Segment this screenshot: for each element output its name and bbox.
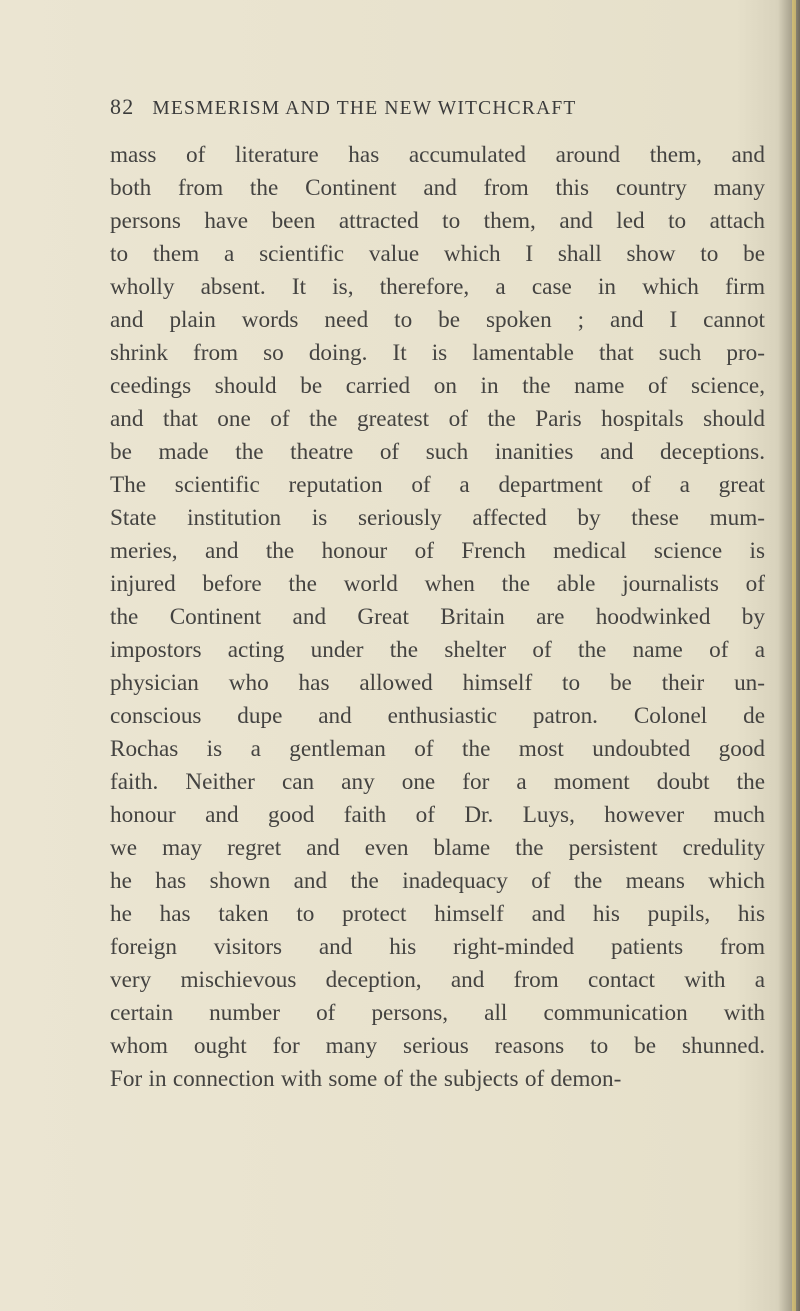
text-line: mass of literature has accumulated around them, and	[110, 142, 765, 168]
text-line: and plain words need to be spoken ; and I cannot	[110, 307, 765, 333]
text-line: we may regret and even blame the persistent credulity	[110, 835, 765, 861]
text-line: and that one of the greatest of the Paris hospitals should	[110, 406, 765, 432]
page-edge-shadow	[778, 0, 800, 1311]
text-line: honour and good faith of Dr. Luys, however much	[110, 802, 765, 828]
text-line: meries, and the honour of French medical science is	[110, 538, 765, 564]
text-line: very mischievous deception, and from contact with a	[110, 967, 765, 993]
text-line: The scientific reputation of a department of a great	[110, 472, 765, 498]
text-line: ceedings should be carried on in the name of science,	[110, 373, 765, 399]
text-line: to them a scientific value which I shall show to be	[110, 241, 765, 267]
text-line: certain number of persons, all communication with	[110, 1000, 765, 1026]
text-line: shrink from so doing. It is lamentable that such pro-	[110, 340, 765, 366]
running-head	[110, 94, 710, 124]
text-line: faith. Neither can any one for a moment doubt the	[110, 769, 765, 795]
text-line: whom ought for many serious reasons to be shunned.	[110, 1033, 765, 1059]
running-head-title: MESMERISM AND THE NEW WITCHCRAFT	[152, 98, 577, 119]
text-line: he has shown and the inadequacy of the means which	[110, 868, 765, 894]
text-line: persons have been attracted to them, and led to attach	[110, 208, 765, 234]
text-line: be made the theatre of such inanities and deceptions.	[110, 439, 765, 465]
text-line: physician who has allowed himself to be their un-	[110, 670, 765, 696]
text-line: State institution is seriously affected by these mum-	[110, 505, 765, 531]
text-line: conscious dupe and enthusiastic patron. Colonel de	[110, 703, 765, 729]
text-line: both from the Continent and from this country many	[110, 175, 765, 201]
text-line: foreign visitors and his right-minded patients from	[110, 934, 765, 960]
text-line: he has taken to protect himself and his pupils, his	[110, 901, 765, 927]
text-line: wholly absent. It is, therefore, a case in which firm	[110, 274, 765, 300]
body-text	[110, 139, 765, 1096]
page-number: 82	[110, 94, 135, 119]
text-line: the Continent and Great Britain are hoodwinked by	[110, 604, 765, 630]
text-line: injured before the world when the able journalists of	[110, 571, 765, 597]
text-line: For in connection with some of the subjects of demon-	[110, 1066, 622, 1092]
text-line: Rochas is a gentleman of the most undoubted good	[110, 736, 765, 762]
text-line: impostors acting under the shelter of the name of a	[110, 637, 765, 663]
